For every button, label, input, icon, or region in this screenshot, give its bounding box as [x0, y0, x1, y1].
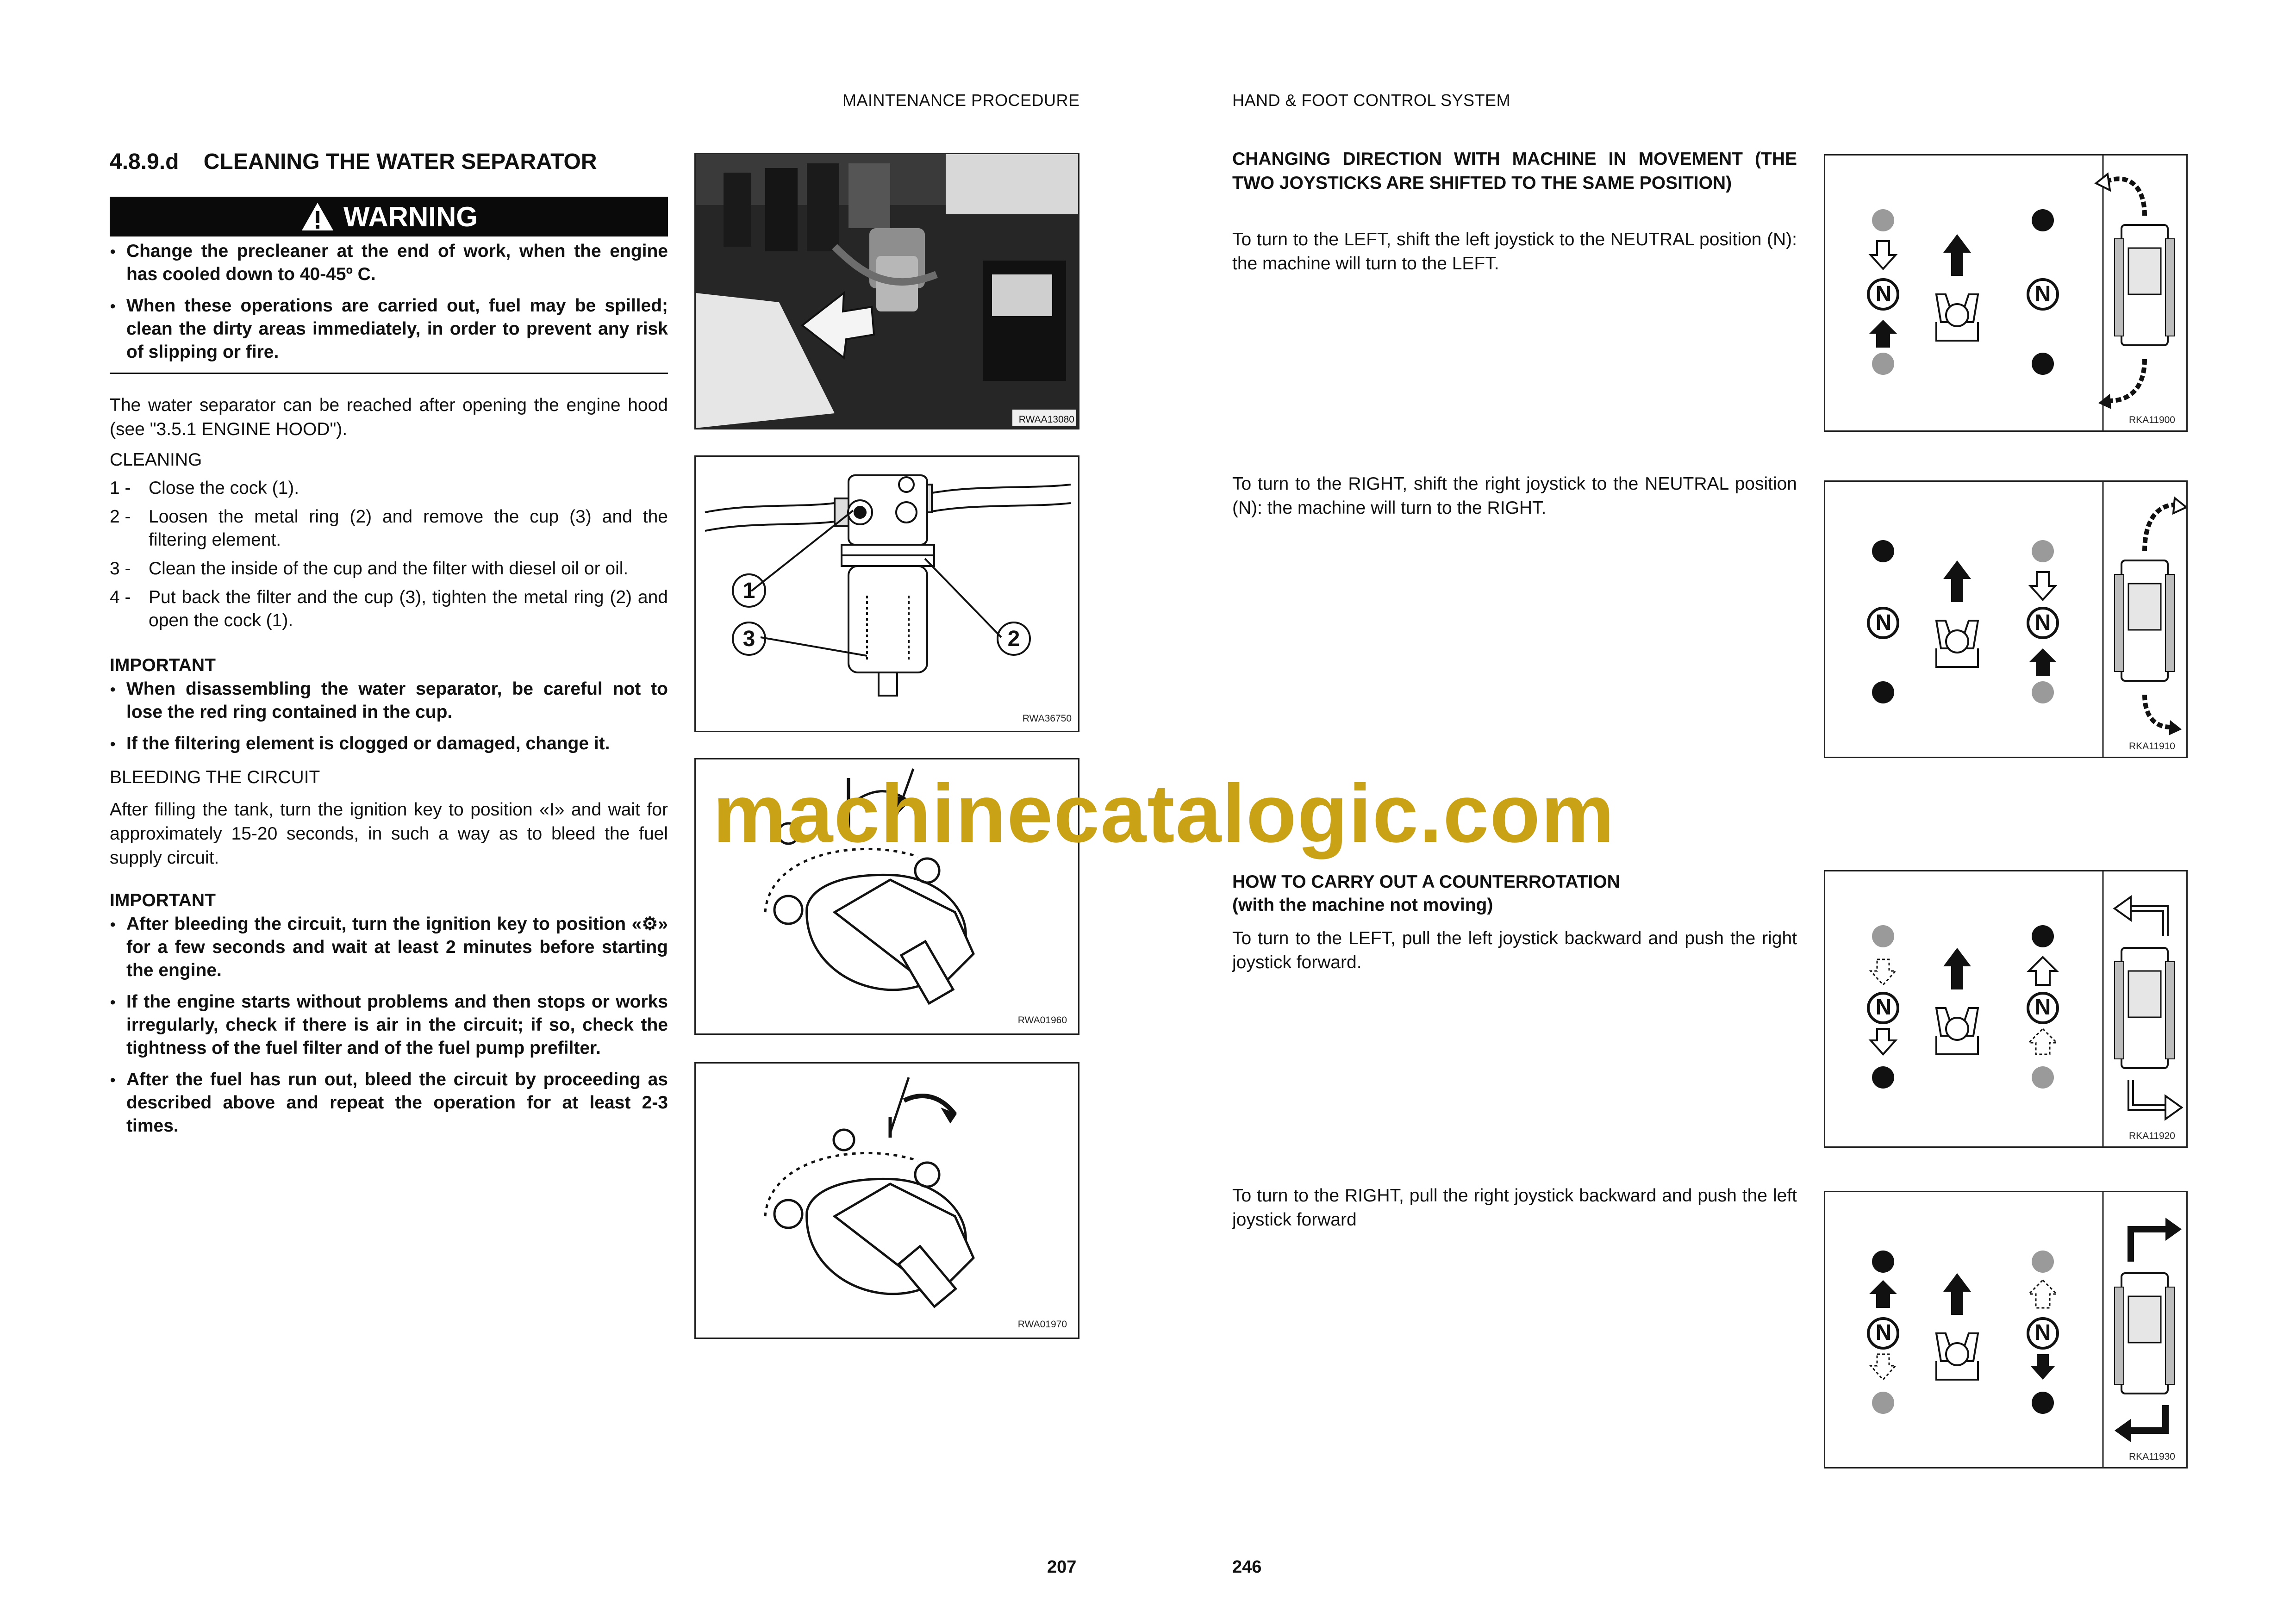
step-text: Put back the filter and the cup (3), tighten the metal ring (2) and open the cock (1).	[149, 587, 668, 630]
warning-triangle-icon	[300, 201, 335, 232]
intro-paragraph: The water separator can be reached after opening the engine hood (see "3.5.1 ENGINE HOOD").	[110, 395, 668, 439]
step-text: Close the cock (1).	[149, 478, 299, 498]
bleeding-heading: BLEEDING THE CIRCUIT	[110, 767, 320, 787]
cleaning-step	[110, 505, 668, 552]
step-number: 3 -	[110, 559, 131, 579]
block3-text: To turn to the LEFT, pull the left joystick backward and push the right joystick forward.	[1232, 928, 1797, 972]
step-text: Clean the inside of the cup and the filter with diesel oil or oil.	[149, 559, 629, 579]
figure-code: RKA11930	[2128, 1451, 2175, 1462]
callout-3: 3	[732, 622, 766, 656]
neutral-label: N	[1875, 610, 1892, 635]
right-page-number: 246	[1232, 1557, 1262, 1577]
neutral-label: N	[2034, 1320, 2051, 1345]
joystick-diagram-left-turn	[1824, 154, 2188, 432]
water-separator-diagram	[694, 455, 1079, 732]
callout-1: 1	[732, 573, 766, 608]
block1-title: CHANGING DIRECTION WITH MACHINE IN MOVEMENT (THE TWO JOYSTICKS ARE SHIFTED TO THE SAME POSITION)	[1232, 149, 1797, 193]
engine-photo	[694, 153, 1079, 429]
cleaning-steps	[110, 477, 668, 638]
watermark-text: machinecatalogic.com	[713, 767, 1616, 859]
section-title: 4.8.9.d CLEANING THE WATER SEPARATOR	[110, 149, 597, 174]
joystick-diagram-counterrotation-right	[1824, 1191, 2188, 1468]
neutral-label: N	[1875, 1320, 1892, 1345]
block3-title: HOW TO CARRY OUT A COUNTERROTATION	[1232, 872, 1620, 892]
important-list-2	[110, 913, 668, 1146]
figure-code: RWAA13080	[1018, 414, 1074, 425]
neutral-label: N	[1875, 282, 1892, 306]
important-item: ● If the filtering element is clogged or damaged, change it.	[110, 732, 668, 755]
left-page-number: 207	[1047, 1557, 1077, 1577]
figure-code: RKA11920	[2128, 1131, 2175, 1141]
joystick-diagram-right-turn	[1824, 480, 2188, 758]
divider	[110, 373, 668, 374]
cleaning-step	[110, 477, 668, 500]
step-number: 1 -	[110, 478, 131, 498]
ignition-key-diagram-2	[694, 1062, 1079, 1339]
bleeding-paragraph: After filling the tank, turn the ignition key to position «I» and wait for approximately 15-20 seconds, in such a way as to bleed the fuel supply circuit.	[110, 800, 668, 868]
important-item: ● If the engine starts without problems and then stops or works irregularly, check if there is air in the circuit; if so, check the tightness of the fuel filter and of the fuel pump prefilter.	[110, 990, 668, 1060]
step-text: Loosen the metal ring (2) and remove the cup (3) and the filtering element.	[149, 507, 668, 550]
warning-label: WARNING	[343, 201, 478, 232]
figure-code: RKA11910	[2128, 741, 2175, 752]
neutral-label: N	[2034, 995, 2051, 1020]
important-heading-2: IMPORTANT	[110, 890, 216, 910]
figure-code: RWA01960	[1017, 1015, 1067, 1026]
joystick-diagram-counterrotation-left	[1824, 870, 2188, 1148]
block3-subtitle: (with the machine not moving)	[1232, 895, 1493, 915]
figure-code: RWA36750	[1022, 713, 1072, 724]
warning-list	[110, 240, 668, 372]
important-item: ● After the fuel has run out, bleed the circuit by proceeding as described above and repeat the operation for at least 2-3 times.	[110, 1068, 668, 1138]
callout-2: 2	[997, 622, 1031, 656]
warning-item: ● When these operations are carried out, fuel may be spilled; clean the dirty areas immediately, in order to prevent any risk of slipping or fire.	[110, 294, 668, 364]
neutral-label: N	[1875, 995, 1892, 1020]
cleaning-heading: CLEANING	[110, 450, 202, 470]
figure-code: RKA11900	[2128, 415, 2175, 425]
figure-code: RWA01970	[1017, 1319, 1067, 1330]
warning-bar	[110, 197, 668, 236]
step-number: 2 -	[110, 507, 131, 527]
cleaning-step	[110, 557, 668, 580]
block1-text: To turn to the LEFT, shift the left joystick to the NEUTRAL position (N): the machine will turn to the LEFT.	[1232, 230, 1797, 274]
important-item: ● When disassembling the water separator, be careful not to lose the red ring contained in the cup.	[110, 678, 668, 724]
step-number: 4 -	[110, 587, 131, 607]
neutral-label: N	[2034, 610, 2051, 635]
right-page-header: HAND & FOOT CONTROL SYSTEM	[1232, 91, 1511, 110]
block4-text: To turn to the RIGHT, pull the right joystick backward and push the left joystick forward	[1232, 1186, 1797, 1230]
neutral-label: N	[2034, 282, 2051, 306]
important-heading: IMPORTANT	[110, 655, 216, 675]
block2-text: To turn to the RIGHT, shift the right joystick to the NEUTRAL position (N): the machine will turn to the RIGHT.	[1232, 474, 1797, 518]
left-page-header: MAINTENANCE PROCEDURE	[842, 91, 1080, 110]
important-list	[110, 678, 668, 764]
cleaning-step	[110, 586, 668, 632]
warning-item: ● Change the precleaner at the end of work, when the engine has cooled down to 40-45º C.	[110, 240, 668, 286]
important-item: ● After bleeding the circuit, turn the ignition key to position «⚙» for a few seconds and wait at least 2 minutes before starting the engine.	[110, 913, 668, 982]
